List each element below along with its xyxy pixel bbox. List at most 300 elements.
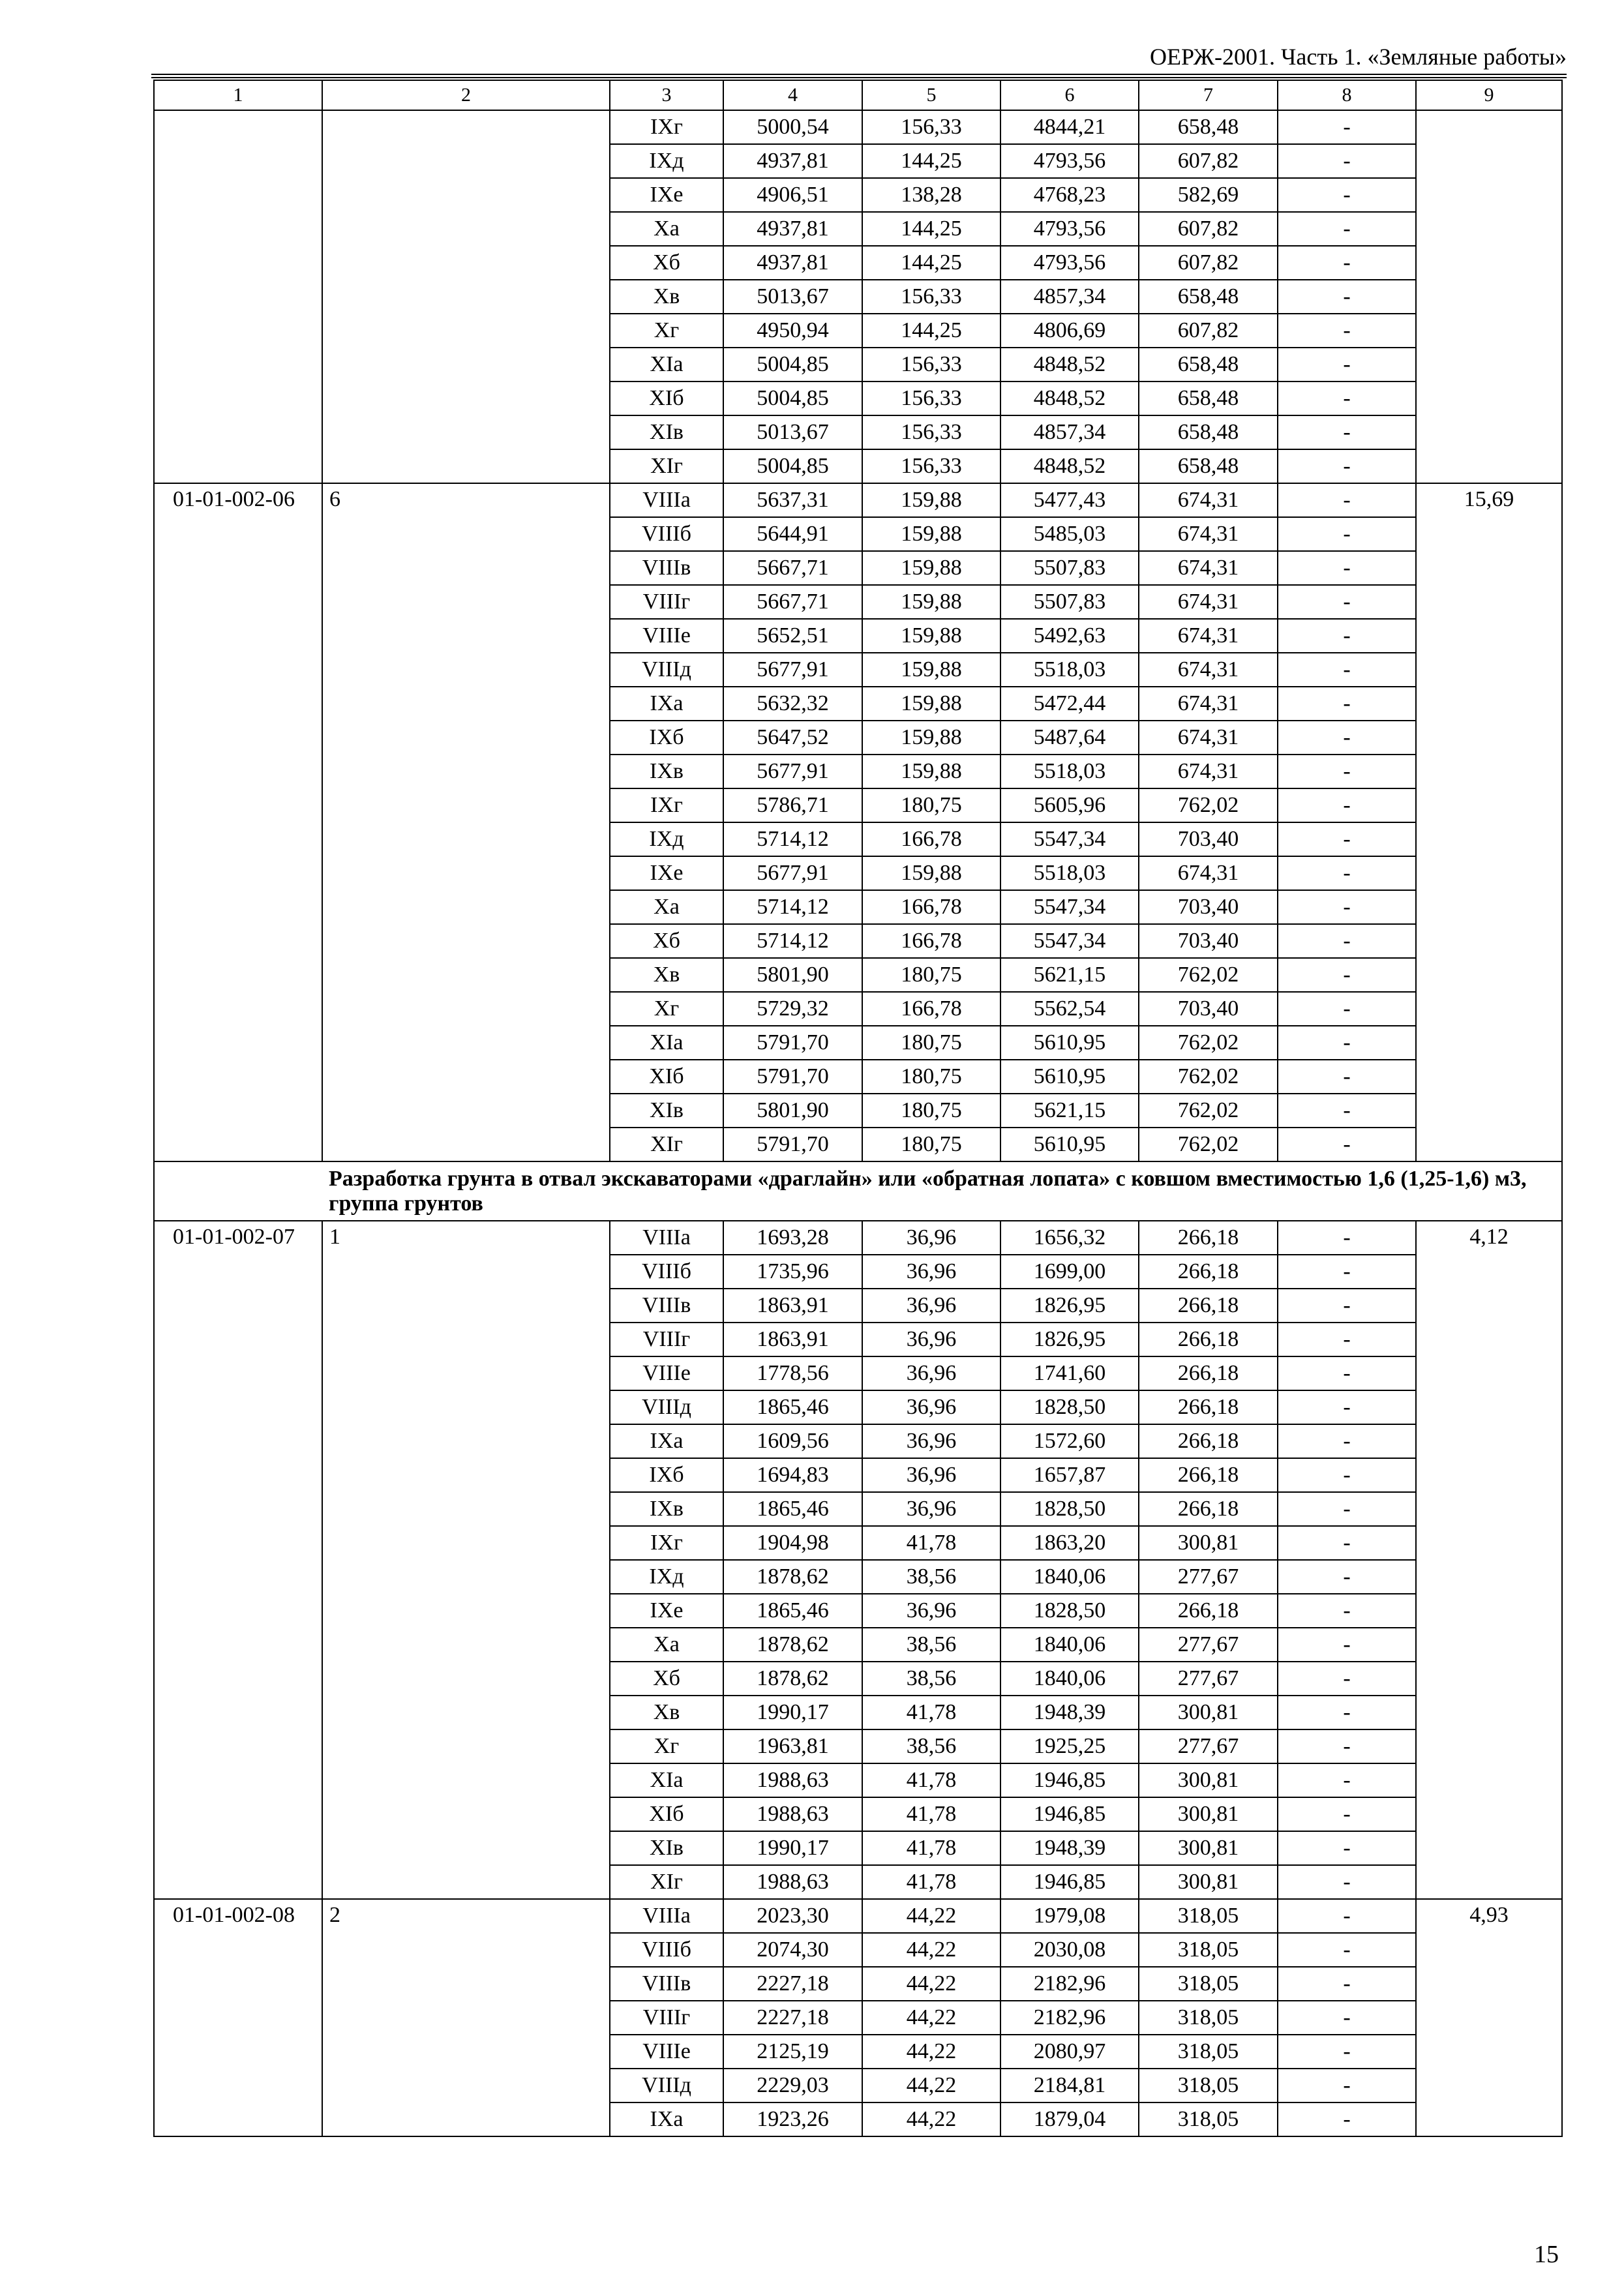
table-cell: IXг [610, 110, 723, 144]
table-cell: 266,18 [1139, 1289, 1278, 1323]
table-cell: IXа [610, 1424, 723, 1458]
column-number: 8 [1278, 80, 1416, 110]
table-cell: 2182,96 [1000, 2001, 1139, 2035]
table-cell: 159,88 [862, 551, 1000, 585]
table-cell: 703,40 [1139, 992, 1278, 1026]
table-cell: Xа [610, 212, 723, 246]
table-cell: - [1278, 958, 1416, 992]
table-cell: 318,05 [1139, 1967, 1278, 2001]
table-cell: IXг [610, 788, 723, 822]
table-cell: - [1278, 1026, 1416, 1060]
table-cell: - [1278, 1458, 1416, 1492]
table-cell: 36,96 [862, 1458, 1000, 1492]
table-cell: 156,33 [862, 280, 1000, 314]
table-cell: 5621,15 [1000, 958, 1139, 992]
table-cell: - [1278, 178, 1416, 212]
table-cell: 5677,91 [723, 856, 862, 890]
table-cell: 674,31 [1139, 755, 1278, 788]
table-cell: 658,48 [1139, 110, 1278, 144]
table-cell: IXе [610, 178, 723, 212]
table-cell: 1879,04 [1000, 2102, 1139, 2136]
table-cell: - [1278, 348, 1416, 382]
section-title-blank [154, 1161, 322, 1221]
table-cell: 762,02 [1139, 1128, 1278, 1161]
table-cell: 1946,85 [1000, 1865, 1139, 1899]
table-cell: 144,25 [862, 212, 1000, 246]
table-cell: 266,18 [1139, 1594, 1278, 1628]
table-cell: Xг [610, 314, 723, 348]
table-cell: Xв [610, 1696, 723, 1729]
table-cell: 266,18 [1139, 1323, 1278, 1356]
table-cell: 674,31 [1139, 856, 1278, 890]
table-cell: - [1278, 212, 1416, 246]
table-cell: Xб [610, 1662, 723, 1696]
table-cell: 1990,17 [723, 1831, 862, 1865]
table-cell: 1693,28 [723, 1221, 862, 1255]
table-cell: - [1278, 280, 1416, 314]
table-cell: 674,31 [1139, 687, 1278, 721]
table-cell: 4793,56 [1000, 246, 1139, 280]
table-cell: 703,40 [1139, 924, 1278, 958]
table-cell: 266,18 [1139, 1356, 1278, 1390]
table-cell: IXе [610, 856, 723, 890]
table-cell: 318,05 [1139, 2069, 1278, 2102]
table-cell: - [1278, 1628, 1416, 1662]
table-cell: 607,82 [1139, 144, 1278, 178]
table-cell: 1878,62 [723, 1560, 862, 1594]
table-cell: 300,81 [1139, 1526, 1278, 1560]
table-cell: 41,78 [862, 1763, 1000, 1797]
table-cell: VIIIг [610, 2001, 723, 2035]
table-cell: - [1278, 1289, 1416, 1323]
table-cell: 5632,32 [723, 687, 862, 721]
table-cell: 1828,50 [1000, 1492, 1139, 1526]
table-cell: 266,18 [1139, 1458, 1278, 1492]
table-cell: Xг [610, 992, 723, 1026]
table-cell: 1694,83 [723, 1458, 862, 1492]
table-cell: 166,78 [862, 992, 1000, 1026]
table-row [154, 483, 1562, 517]
rate-code: 01-01-002-06 [154, 483, 322, 1161]
table-cell: 2227,18 [723, 2001, 862, 2035]
rate-group: 1 [322, 1221, 610, 1899]
table-cell: - [1278, 1128, 1416, 1161]
table-cell: 44,22 [862, 2001, 1000, 2035]
table-cell: 4793,56 [1000, 212, 1139, 246]
table-cell: 5729,32 [723, 992, 862, 1026]
table-cell: - [1278, 1865, 1416, 1899]
table-cell: 1778,56 [723, 1356, 862, 1390]
table-cell: 2184,81 [1000, 2069, 1139, 2102]
table-cell: 5801,90 [723, 958, 862, 992]
table-cell: 5547,34 [1000, 890, 1139, 924]
table-cell: 5477,43 [1000, 483, 1139, 517]
table-cell: VIIIе [610, 2035, 723, 2069]
table-cell: 144,25 [862, 144, 1000, 178]
table-cell: VIIIд [610, 653, 723, 687]
table-cell: - [1278, 1424, 1416, 1458]
table-cell: 1699,00 [1000, 1255, 1139, 1289]
table-cell: 38,56 [862, 1560, 1000, 1594]
table-cell: 156,33 [862, 449, 1000, 483]
table-cell: - [1278, 1560, 1416, 1594]
table-cell: 159,88 [862, 755, 1000, 788]
table-cell: 318,05 [1139, 1899, 1278, 1933]
table-cell: VIIIд [610, 2069, 723, 2102]
table-cell: 607,82 [1139, 314, 1278, 348]
table-cell: 1923,26 [723, 2102, 862, 2136]
table-cell: 1826,95 [1000, 1289, 1139, 1323]
table-cell: 762,02 [1139, 1026, 1278, 1060]
table-row [154, 1221, 1562, 1255]
table-cell: 159,88 [862, 653, 1000, 687]
table-cell: 5013,67 [723, 415, 862, 449]
table-cell: 5801,90 [723, 1094, 862, 1128]
table-cell: - [1278, 1060, 1416, 1094]
table-cell: Xа [610, 890, 723, 924]
table-cell: 703,40 [1139, 822, 1278, 856]
table-cell: - [1278, 1492, 1416, 1526]
table-cell: 762,02 [1139, 958, 1278, 992]
table-cell: XIб [610, 382, 723, 415]
table-cell: 5610,95 [1000, 1026, 1139, 1060]
table-row [154, 1899, 1562, 1933]
rate-group: 6 [322, 483, 610, 1161]
table-cell: - [1278, 619, 1416, 653]
table-cell: 5791,70 [723, 1026, 862, 1060]
table-cell: 5791,70 [723, 1128, 862, 1161]
table-cell: VIIIа [610, 1899, 723, 1933]
table-cell: 1840,06 [1000, 1662, 1139, 1696]
table-cell: XIв [610, 1094, 723, 1128]
table-cell: 674,31 [1139, 517, 1278, 551]
table-cell: 5714,12 [723, 822, 862, 856]
table-cell: 4844,21 [1000, 110, 1139, 144]
table-cell: 156,33 [862, 110, 1000, 144]
table-cell: 318,05 [1139, 1933, 1278, 1967]
table-cell: - [1278, 1763, 1416, 1797]
table-cell: - [1278, 1221, 1416, 1255]
table-cell: - [1278, 2001, 1416, 2035]
table-cell: 5667,71 [723, 585, 862, 619]
table-cell: 1878,62 [723, 1628, 862, 1662]
table-cell: 156,33 [862, 348, 1000, 382]
table-cell: XIв [610, 1831, 723, 1865]
table-cell: 658,48 [1139, 415, 1278, 449]
table-cell: 762,02 [1139, 1060, 1278, 1094]
table-cell: - [1278, 517, 1416, 551]
table-cell: 658,48 [1139, 348, 1278, 382]
table-cell: IXе [610, 1594, 723, 1628]
table-cell: Xг [610, 1729, 723, 1763]
table-cell: 277,67 [1139, 1662, 1278, 1696]
table-cell: 4906,51 [723, 178, 862, 212]
table-cell: 2030,08 [1000, 1933, 1139, 1967]
table-cell: - [1278, 314, 1416, 348]
table-cell: 5518,03 [1000, 755, 1139, 788]
table-cell: 266,18 [1139, 1255, 1278, 1289]
table-cell: VIIIв [610, 1289, 723, 1323]
table-cell: Xб [610, 246, 723, 280]
table-cell: 5667,71 [723, 551, 862, 585]
table-cell: IXд [610, 1560, 723, 1594]
table-cell: VIIIг [610, 585, 723, 619]
table-cell: 2074,30 [723, 1933, 862, 1967]
table-cell: IXб [610, 721, 723, 755]
table-cell: 4937,81 [723, 144, 862, 178]
table-cell: 159,88 [862, 687, 1000, 721]
table-cell: 5004,85 [723, 382, 862, 415]
section-title-row [154, 1161, 1562, 1221]
table-cell: 300,81 [1139, 1763, 1278, 1797]
table-cell: 1948,39 [1000, 1696, 1139, 1729]
table-cell: 5714,12 [723, 924, 862, 958]
table-cell: 36,96 [862, 1255, 1000, 1289]
table-cell: 5610,95 [1000, 1128, 1139, 1161]
table-cell: VIIIа [610, 483, 723, 517]
table-cell: Xв [610, 958, 723, 992]
table-cell: - [1278, 1255, 1416, 1289]
table-cell: 300,81 [1139, 1831, 1278, 1865]
column-9-value: 15,69 [1416, 483, 1562, 1161]
table-cell: VIIIв [610, 1967, 723, 2001]
table-cell: 5547,34 [1000, 822, 1139, 856]
table-cell: 44,22 [862, 2102, 1000, 2136]
table-cell: Xв [610, 280, 723, 314]
table-cell: VIIIе [610, 1356, 723, 1390]
table-cell: 36,96 [862, 1356, 1000, 1390]
table-cell: 674,31 [1139, 653, 1278, 687]
table-cell: VIIIг [610, 1323, 723, 1356]
table-cell: - [1278, 1390, 1416, 1424]
table-cell: 36,96 [862, 1289, 1000, 1323]
table-cell: 4848,52 [1000, 348, 1139, 382]
table-cell: 36,96 [862, 1221, 1000, 1255]
table-cell: 156,33 [862, 382, 1000, 415]
table-cell: 1840,06 [1000, 1628, 1139, 1662]
table-cell: - [1278, 1323, 1416, 1356]
table-cell: 1988,63 [723, 1865, 862, 1899]
table-cell: 1948,39 [1000, 1831, 1139, 1865]
table-cell: 674,31 [1139, 721, 1278, 755]
table-cell: VIIIб [610, 1933, 723, 1967]
table-cell: 674,31 [1139, 551, 1278, 585]
table-cell: - [1278, 1729, 1416, 1763]
table-cell: - [1278, 449, 1416, 483]
table-cell: VIIIб [610, 517, 723, 551]
table-cell: 300,81 [1139, 1865, 1278, 1899]
table-cell: 5791,70 [723, 1060, 862, 1094]
table-cell: 36,96 [862, 1492, 1000, 1526]
table-cell: 4857,34 [1000, 415, 1139, 449]
table-cell: 36,96 [862, 1390, 1000, 1424]
table-cell: 44,22 [862, 2069, 1000, 2102]
table-cell: 166,78 [862, 924, 1000, 958]
table-cell: 5000,54 [723, 110, 862, 144]
table-cell: 41,78 [862, 1797, 1000, 1831]
table-cell: - [1278, 721, 1416, 755]
table-cell: 5786,71 [723, 788, 862, 822]
table-cell: - [1278, 924, 1416, 958]
column-number: 2 [322, 80, 610, 110]
table-cell: 159,88 [862, 585, 1000, 619]
table-cell: XIв [610, 415, 723, 449]
table-cell: - [1278, 992, 1416, 1026]
table-cell: 5621,15 [1000, 1094, 1139, 1128]
table-cell: 1963,81 [723, 1729, 862, 1763]
table-cell: - [1278, 755, 1416, 788]
table-cell: 1826,95 [1000, 1323, 1139, 1356]
table-cell: 4806,69 [1000, 314, 1139, 348]
table-cell: - [1278, 1356, 1416, 1390]
table-cell: - [1278, 2035, 1416, 2069]
table-cell: 5004,85 [723, 348, 862, 382]
table-cell: IXв [610, 1492, 723, 1526]
table-cell: 277,67 [1139, 1560, 1278, 1594]
table-cell: 1656,32 [1000, 1221, 1139, 1255]
table-cell: 41,78 [862, 1831, 1000, 1865]
table-cell: XIг [610, 1865, 723, 1899]
table-cell: 4848,52 [1000, 382, 1139, 415]
table-cell: 180,75 [862, 788, 1000, 822]
rates-table [153, 80, 1563, 2137]
table-cell: - [1278, 1594, 1416, 1628]
table-cell: 41,78 [862, 1865, 1000, 1899]
column-number: 4 [723, 80, 862, 110]
table-cell: 2125,19 [723, 2035, 862, 2069]
table-cell: - [1278, 1696, 1416, 1729]
table-cell: - [1278, 856, 1416, 890]
table-cell: - [1278, 2102, 1416, 2136]
table-cell: 180,75 [862, 1026, 1000, 1060]
table-cell: 44,22 [862, 1933, 1000, 1967]
column-number: 9 [1416, 80, 1562, 110]
table-cell: XIа [610, 348, 723, 382]
table-cell: XIг [610, 449, 723, 483]
table-cell: 144,25 [862, 314, 1000, 348]
table-cell: IXб [610, 1458, 723, 1492]
table-cell: 41,78 [862, 1696, 1000, 1729]
table-cell: - [1278, 1899, 1416, 1933]
table-cell: 166,78 [862, 822, 1000, 856]
table-cell: 5605,96 [1000, 788, 1139, 822]
column-9-value: 4,12 [1416, 1221, 1562, 1899]
table-cell: - [1278, 110, 1416, 144]
table-cell: 1828,50 [1000, 1594, 1139, 1628]
table-cell: 159,88 [862, 721, 1000, 755]
table-cell: 44,22 [862, 1899, 1000, 1933]
table-cell: 5507,83 [1000, 551, 1139, 585]
table-cell: 4937,81 [723, 246, 862, 280]
table-cell: 266,18 [1139, 1424, 1278, 1458]
column-number: 5 [862, 80, 1000, 110]
table-cell: 36,96 [862, 1323, 1000, 1356]
table-cell: 674,31 [1139, 483, 1278, 517]
table-cell: 1988,63 [723, 1763, 862, 1797]
table-cell: - [1278, 1094, 1416, 1128]
table-cell: - [1278, 1831, 1416, 1865]
column-number: 7 [1139, 80, 1278, 110]
table-cell: - [1278, 2069, 1416, 2102]
table-cell: - [1278, 551, 1416, 585]
table-cell: 5647,52 [723, 721, 862, 755]
table-cell: - [1278, 1526, 1416, 1560]
table-cell: 1979,08 [1000, 1899, 1139, 1933]
section-title: Разработка грунта в отвал экскаваторами «драглайн» или «обратная лопата» с ковшом вместимостью 1,6 (1,25-1,6) м3, группа грунтов [322, 1161, 1562, 1221]
table-cell: 5677,91 [723, 755, 862, 788]
table-cell: 1865,46 [723, 1390, 862, 1424]
table-cell: 1840,06 [1000, 1560, 1139, 1594]
table-cell: IXа [610, 687, 723, 721]
table-cell: 607,82 [1139, 246, 1278, 280]
column-9-value [1416, 110, 1562, 483]
table-cell: 159,88 [862, 517, 1000, 551]
table-cell: 607,82 [1139, 212, 1278, 246]
rate-code: 01-01-002-08 [154, 1899, 322, 2136]
table-cell: 180,75 [862, 1094, 1000, 1128]
table-cell: - [1278, 653, 1416, 687]
table-cell: 44,22 [862, 2035, 1000, 2069]
table-cell: 5652,51 [723, 619, 862, 653]
table-cell: 1657,87 [1000, 1458, 1139, 1492]
table-cell: IXв [610, 755, 723, 788]
table-cell: 1925,25 [1000, 1729, 1139, 1763]
table-cell: 4937,81 [723, 212, 862, 246]
table-cell: 1863,91 [723, 1323, 862, 1356]
table-cell: 138,28 [862, 178, 1000, 212]
table-cell: 4848,52 [1000, 449, 1139, 483]
table-cell: 1735,96 [723, 1255, 862, 1289]
table-cell: 1904,98 [723, 1526, 862, 1560]
table-cell: 36,96 [862, 1424, 1000, 1458]
table-cell: 180,75 [862, 1060, 1000, 1094]
table-cell: 159,88 [862, 856, 1000, 890]
table-cell: IXд [610, 144, 723, 178]
table-cell: XIа [610, 1763, 723, 1797]
table-cell: 5492,63 [1000, 619, 1139, 653]
page-number: 15 [1534, 2241, 1559, 2268]
table-cell: 658,48 [1139, 382, 1278, 415]
table-cell: IXа [610, 2102, 723, 2136]
header-rule [151, 74, 1567, 78]
table-cell: 318,05 [1139, 2001, 1278, 2035]
column-number-row [154, 80, 1562, 110]
table-cell: 4857,34 [1000, 280, 1139, 314]
table-cell: - [1278, 687, 1416, 721]
table-cell: XIб [610, 1060, 723, 1094]
table-cell: 5004,85 [723, 449, 862, 483]
table-cell: 41,78 [862, 1526, 1000, 1560]
table-row [154, 110, 1562, 144]
table-cell: 5714,12 [723, 890, 862, 924]
rate-code [154, 110, 322, 483]
table-cell: 5547,34 [1000, 924, 1139, 958]
table-cell: 38,56 [862, 1628, 1000, 1662]
table-cell: 582,69 [1139, 178, 1278, 212]
table-cell: 1572,60 [1000, 1424, 1139, 1458]
table-cell: 300,81 [1139, 1696, 1278, 1729]
table-cell: 166,78 [862, 890, 1000, 924]
table-cell: 38,56 [862, 1729, 1000, 1763]
table-cell: 180,75 [862, 1128, 1000, 1161]
table-cell: 277,67 [1139, 1729, 1278, 1763]
table-cell: 38,56 [862, 1662, 1000, 1696]
table-cell: 1990,17 [723, 1696, 862, 1729]
table-cell: - [1278, 1967, 1416, 2001]
table-cell: 1828,50 [1000, 1390, 1139, 1424]
column-9-value: 4,93 [1416, 1899, 1562, 2136]
table-cell: 144,25 [862, 246, 1000, 280]
